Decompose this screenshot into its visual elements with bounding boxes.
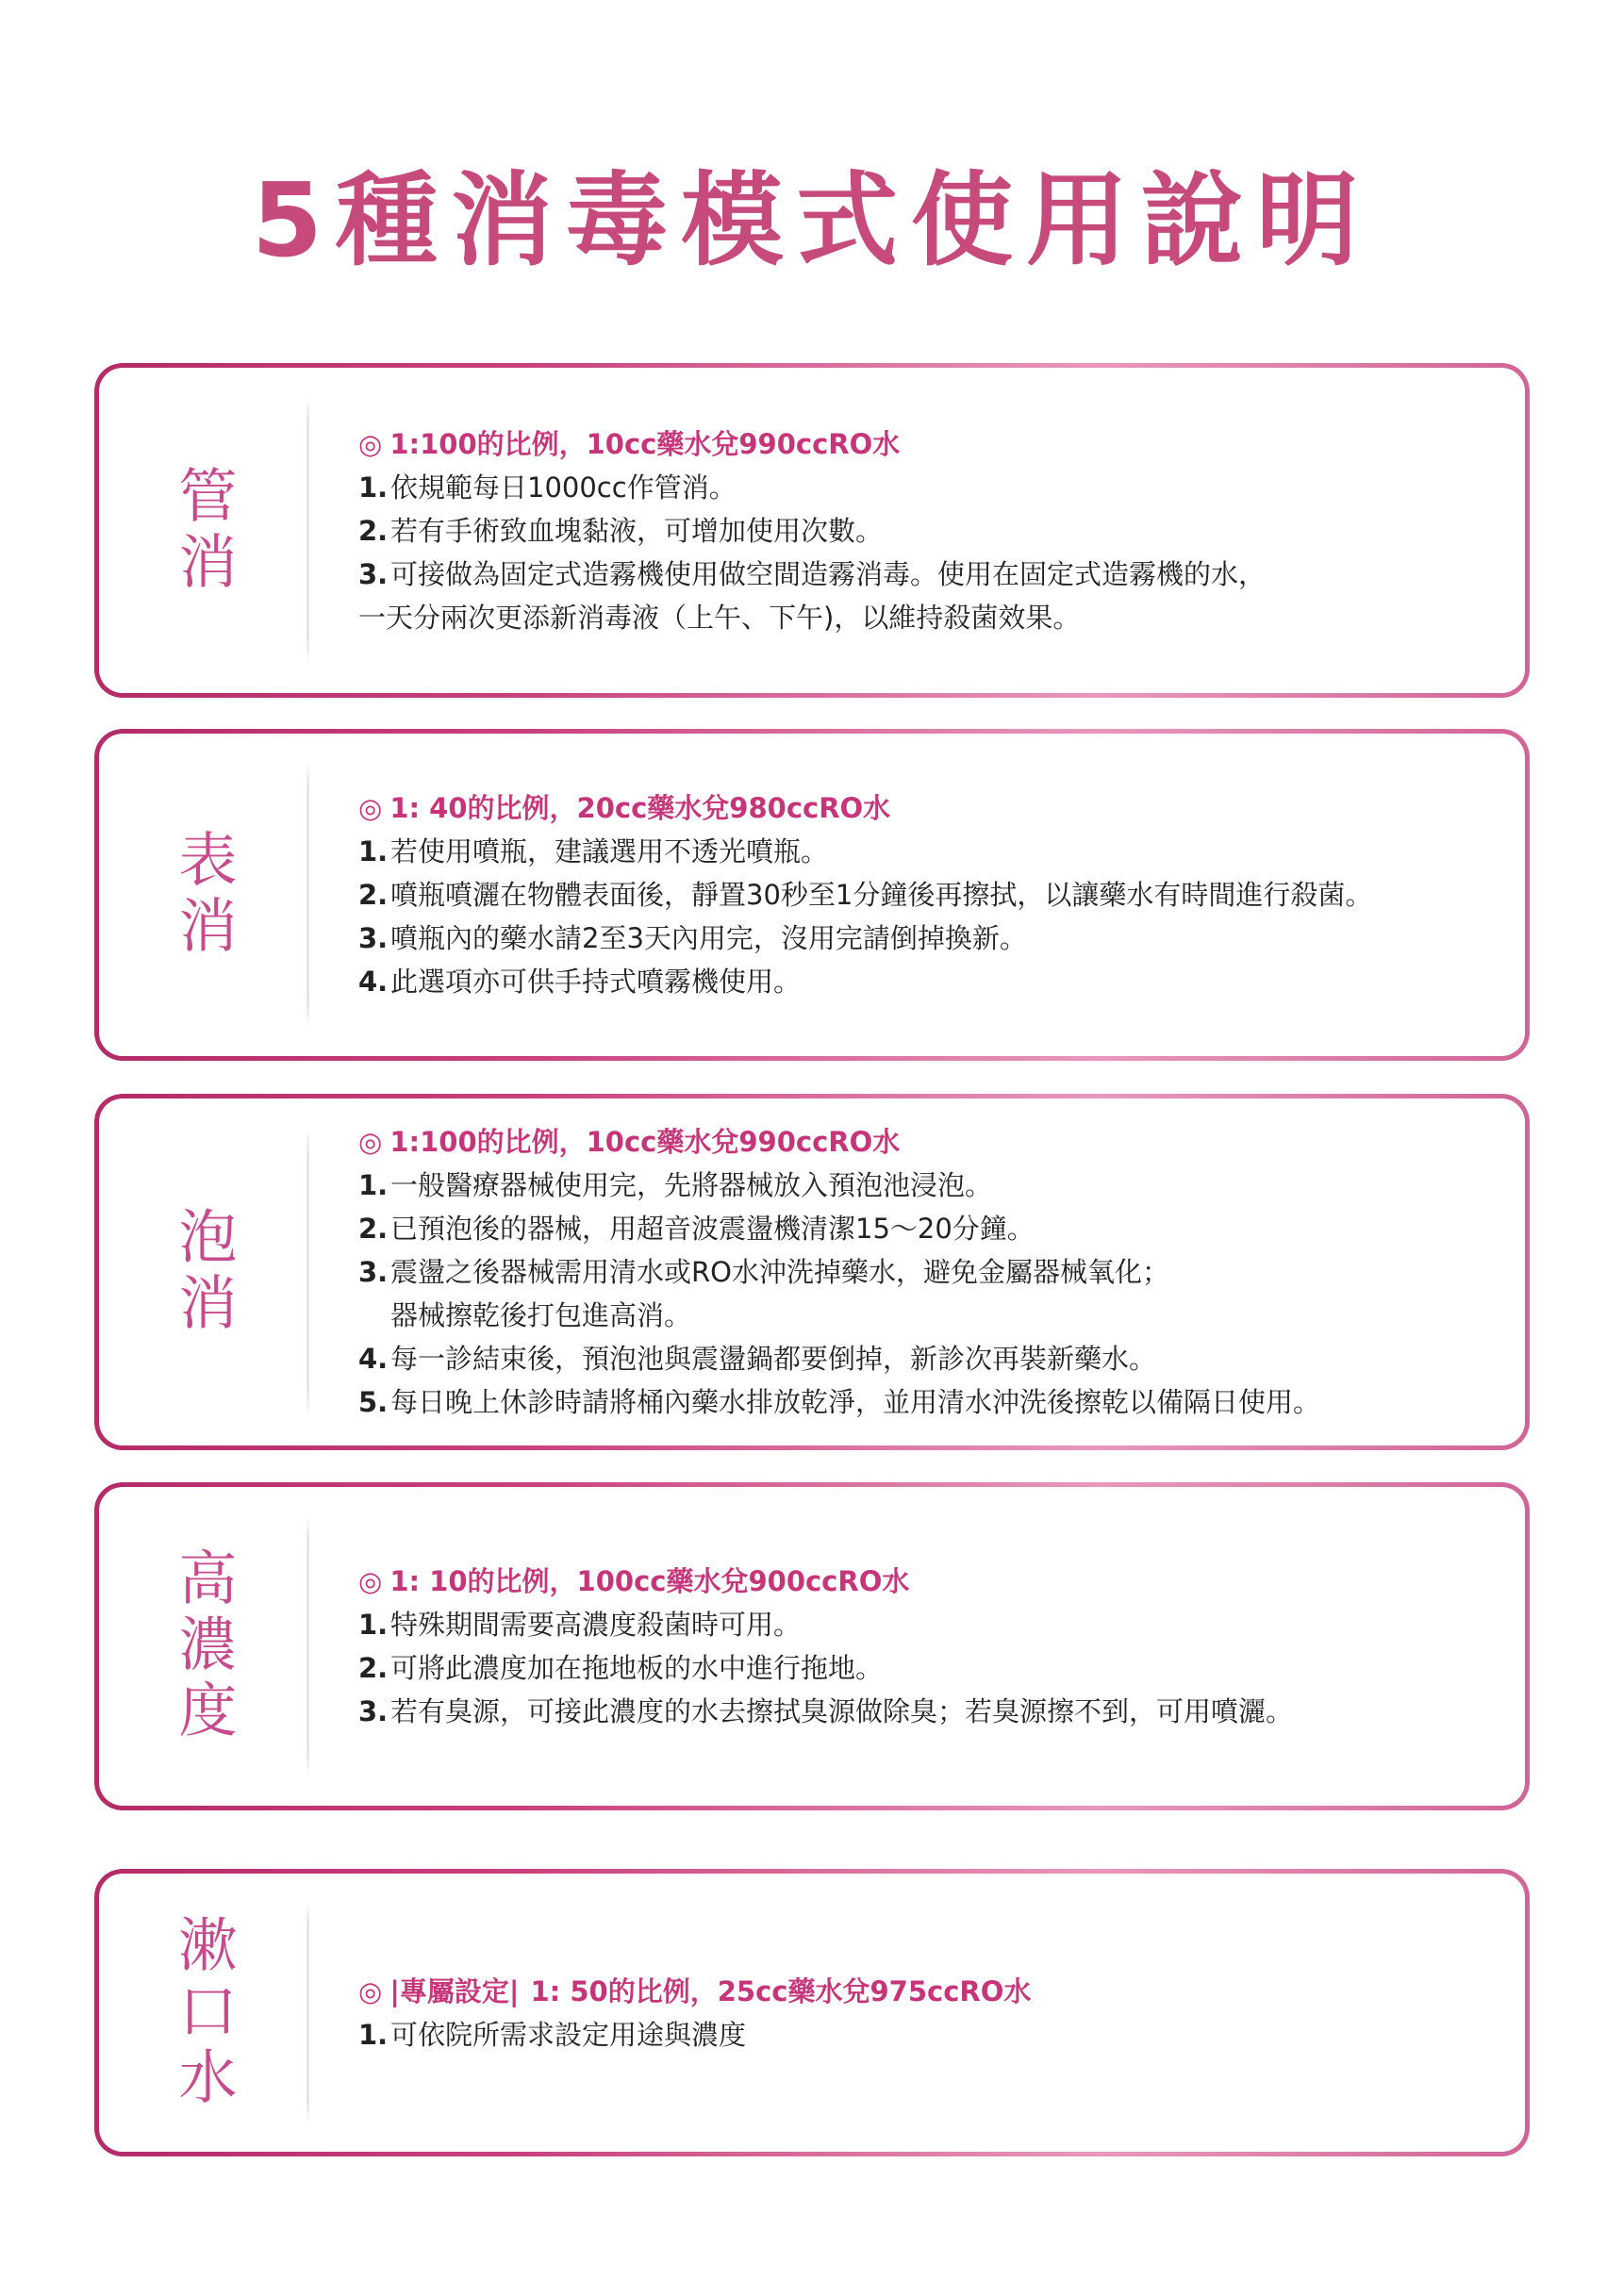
item-number: 3. bbox=[358, 922, 389, 954]
double-circle-icon: ◎ bbox=[358, 1565, 383, 1597]
item-number: 1. bbox=[358, 471, 389, 504]
item-text-continuation: 器械擦乾後打包進高消。 bbox=[390, 1299, 692, 1331]
item-number: 3. bbox=[358, 557, 389, 590]
item-number: 2. bbox=[358, 514, 389, 547]
section-label: 表消 bbox=[169, 829, 238, 961]
section-card-gaonongdu bbox=[94, 1482, 1530, 1810]
item-number: 4. bbox=[358, 966, 389, 998]
section-divider bbox=[306, 396, 309, 665]
dilution-ratio-text: 1: 40的比例，20cc藥水兌980ccRO水 bbox=[389, 792, 891, 824]
instruction-item bbox=[358, 830, 1506, 873]
dilution-ratio-text: 1: 50的比例，25cc藥水兌975ccRO水 bbox=[530, 1974, 1032, 2007]
double-circle-icon: ◎ bbox=[358, 1126, 383, 1158]
instruction-item bbox=[358, 1646, 1506, 1690]
item-number: 2. bbox=[358, 1652, 389, 1684]
instruction-item bbox=[358, 1603, 1506, 1646]
item-text: 已預泡後的器械，用超音波震盪機清潔15～20分鐘。 bbox=[390, 1213, 1035, 1245]
section-label: 漱口水 bbox=[169, 1913, 238, 2112]
section-divider bbox=[306, 1902, 309, 2123]
instruction-item bbox=[358, 1250, 1506, 1337]
double-circle-icon: ◎ bbox=[358, 792, 383, 824]
instruction-list bbox=[358, 2013, 1506, 2056]
instruction-item bbox=[358, 960, 1506, 1003]
item-text: 特殊期間需要高濃度殺菌時可用。 bbox=[390, 1609, 802, 1641]
item-text: 每日晚上休診時請將桶內藥水排放乾淨，並用清水沖洗後擦乾以備隔日使用。 bbox=[390, 1386, 1321, 1418]
item-text: 一般醫療器械使用完，先將器械放入預泡池浸泡。 bbox=[390, 1169, 993, 1201]
item-text: 若使用噴瓶，建議選用不透光噴瓶。 bbox=[390, 835, 829, 867]
dilution-ratio bbox=[358, 1120, 1506, 1164]
instruction-list bbox=[358, 830, 1506, 1003]
instruction-item bbox=[358, 1690, 1506, 1733]
instruction-item bbox=[358, 509, 1506, 553]
item-number: 1. bbox=[358, 2018, 389, 2051]
instruction-item bbox=[358, 873, 1506, 917]
item-number: 2. bbox=[358, 1213, 389, 1245]
item-text: 每一診結束後，預泡池與震盪鍋都要倒掉，新診次再裝新藥水。 bbox=[390, 1343, 1157, 1375]
item-text-continuation: 一天分兩次更添新消毒液（上午、下午)，以維持殺菌效果。 bbox=[358, 601, 1081, 634]
section-label-box bbox=[99, 1098, 306, 1445]
section-body bbox=[358, 1098, 1506, 1455]
item-text: 可依院所需求設定用途與濃度 bbox=[390, 2018, 747, 2051]
item-text: 噴瓶內的藥水請2至3天內用完，沒用完請倒掉換新。 bbox=[390, 922, 1027, 954]
item-number: 5. bbox=[358, 1386, 389, 1418]
dilution-ratio bbox=[358, 1560, 1506, 1603]
item-number: 1. bbox=[358, 1169, 389, 1201]
double-circle-icon: ◎ bbox=[358, 1974, 383, 2007]
section-divider bbox=[306, 1515, 309, 1777]
item-text: 噴瓶噴灑在物體表面後，靜置30秒至1分鐘後再擦拭，以讓藥水有時間進行殺菌。 bbox=[390, 879, 1373, 911]
dilution-ratio-text: 1: 10的比例，100cc藥水兌900ccRO水 bbox=[389, 1565, 910, 1597]
section-label: 管消 bbox=[169, 464, 238, 597]
section-body bbox=[358, 1487, 1506, 1806]
item-number: 1. bbox=[358, 835, 389, 867]
section-divider bbox=[306, 1127, 309, 1417]
item-text: 若有臭源，可接此濃度的水去擦拭臭源做除臭；若臭源擦不到，可用噴灑。 bbox=[390, 1695, 1294, 1727]
item-text: 依規範每日1000cc作管消。 bbox=[390, 471, 737, 504]
section-label: 泡消 bbox=[169, 1206, 238, 1338]
section-body bbox=[358, 368, 1506, 710]
section-label-box bbox=[99, 368, 306, 693]
instruction-item bbox=[358, 1164, 1506, 1207]
item-text: 此選項亦可供手持式噴霧機使用。 bbox=[390, 966, 802, 998]
section-label-box bbox=[99, 734, 306, 1056]
section-label-box bbox=[99, 1487, 306, 1806]
section-label-box bbox=[99, 1874, 306, 2152]
instruction-list bbox=[358, 1164, 1506, 1424]
section-card-guanxiao bbox=[94, 363, 1530, 698]
dilution-ratio-text: 1:100的比例，10cc藥水兌990ccRO水 bbox=[389, 427, 901, 460]
item-text: 震盪之後器械需用清水或RO水沖洗掉藥水，避免金屬器械氧化； bbox=[390, 1256, 1169, 1288]
section-card-shukoushui bbox=[94, 1869, 1530, 2156]
section-card-biaoxiao bbox=[94, 729, 1530, 1061]
instruction-item bbox=[358, 1337, 1506, 1380]
item-text: 若有手術致血塊黏液，可增加使用次數。 bbox=[390, 514, 884, 547]
double-circle-icon: ◎ bbox=[358, 427, 383, 460]
section-body bbox=[358, 1874, 1506, 2152]
item-number: 3. bbox=[358, 1695, 389, 1727]
dilution-ratio bbox=[358, 786, 1506, 830]
dilution-ratio-text: 1:100的比例，10cc藥水兌990ccRO水 bbox=[389, 1126, 901, 1158]
item-text: 可將此濃度加在拖地板的水中進行拖地。 bbox=[390, 1652, 884, 1684]
section-label: 高濃度 bbox=[169, 1547, 238, 1745]
item-number: 2. bbox=[358, 879, 389, 911]
instruction-item bbox=[358, 553, 1506, 639]
instruction-item bbox=[358, 1207, 1506, 1250]
section-divider bbox=[306, 762, 309, 1028]
exclusive-setting-tag: |專屬設定| bbox=[389, 1974, 520, 2007]
item-number: 1. bbox=[358, 1609, 389, 1641]
dilution-ratio bbox=[358, 422, 1506, 466]
dilution-ratio bbox=[358, 1970, 1506, 2013]
instruction-list bbox=[358, 466, 1506, 639]
item-number: 3. bbox=[358, 1256, 389, 1288]
page-title: 5種消毒模式使用說明 bbox=[251, 162, 1372, 280]
section-card-paoxiao bbox=[94, 1094, 1530, 1450]
instruction-list bbox=[358, 1603, 1506, 1733]
instruction-item bbox=[358, 466, 1506, 509]
item-text: 可接做為固定式造霧機使用做空間造霧消毒。使用在固定式造霧機的水， bbox=[390, 557, 1267, 590]
instruction-item bbox=[358, 1380, 1506, 1424]
instruction-item bbox=[358, 2013, 1506, 2056]
section-body bbox=[358, 734, 1506, 1056]
item-number: 4. bbox=[358, 1343, 389, 1375]
instruction-item bbox=[358, 917, 1506, 960]
